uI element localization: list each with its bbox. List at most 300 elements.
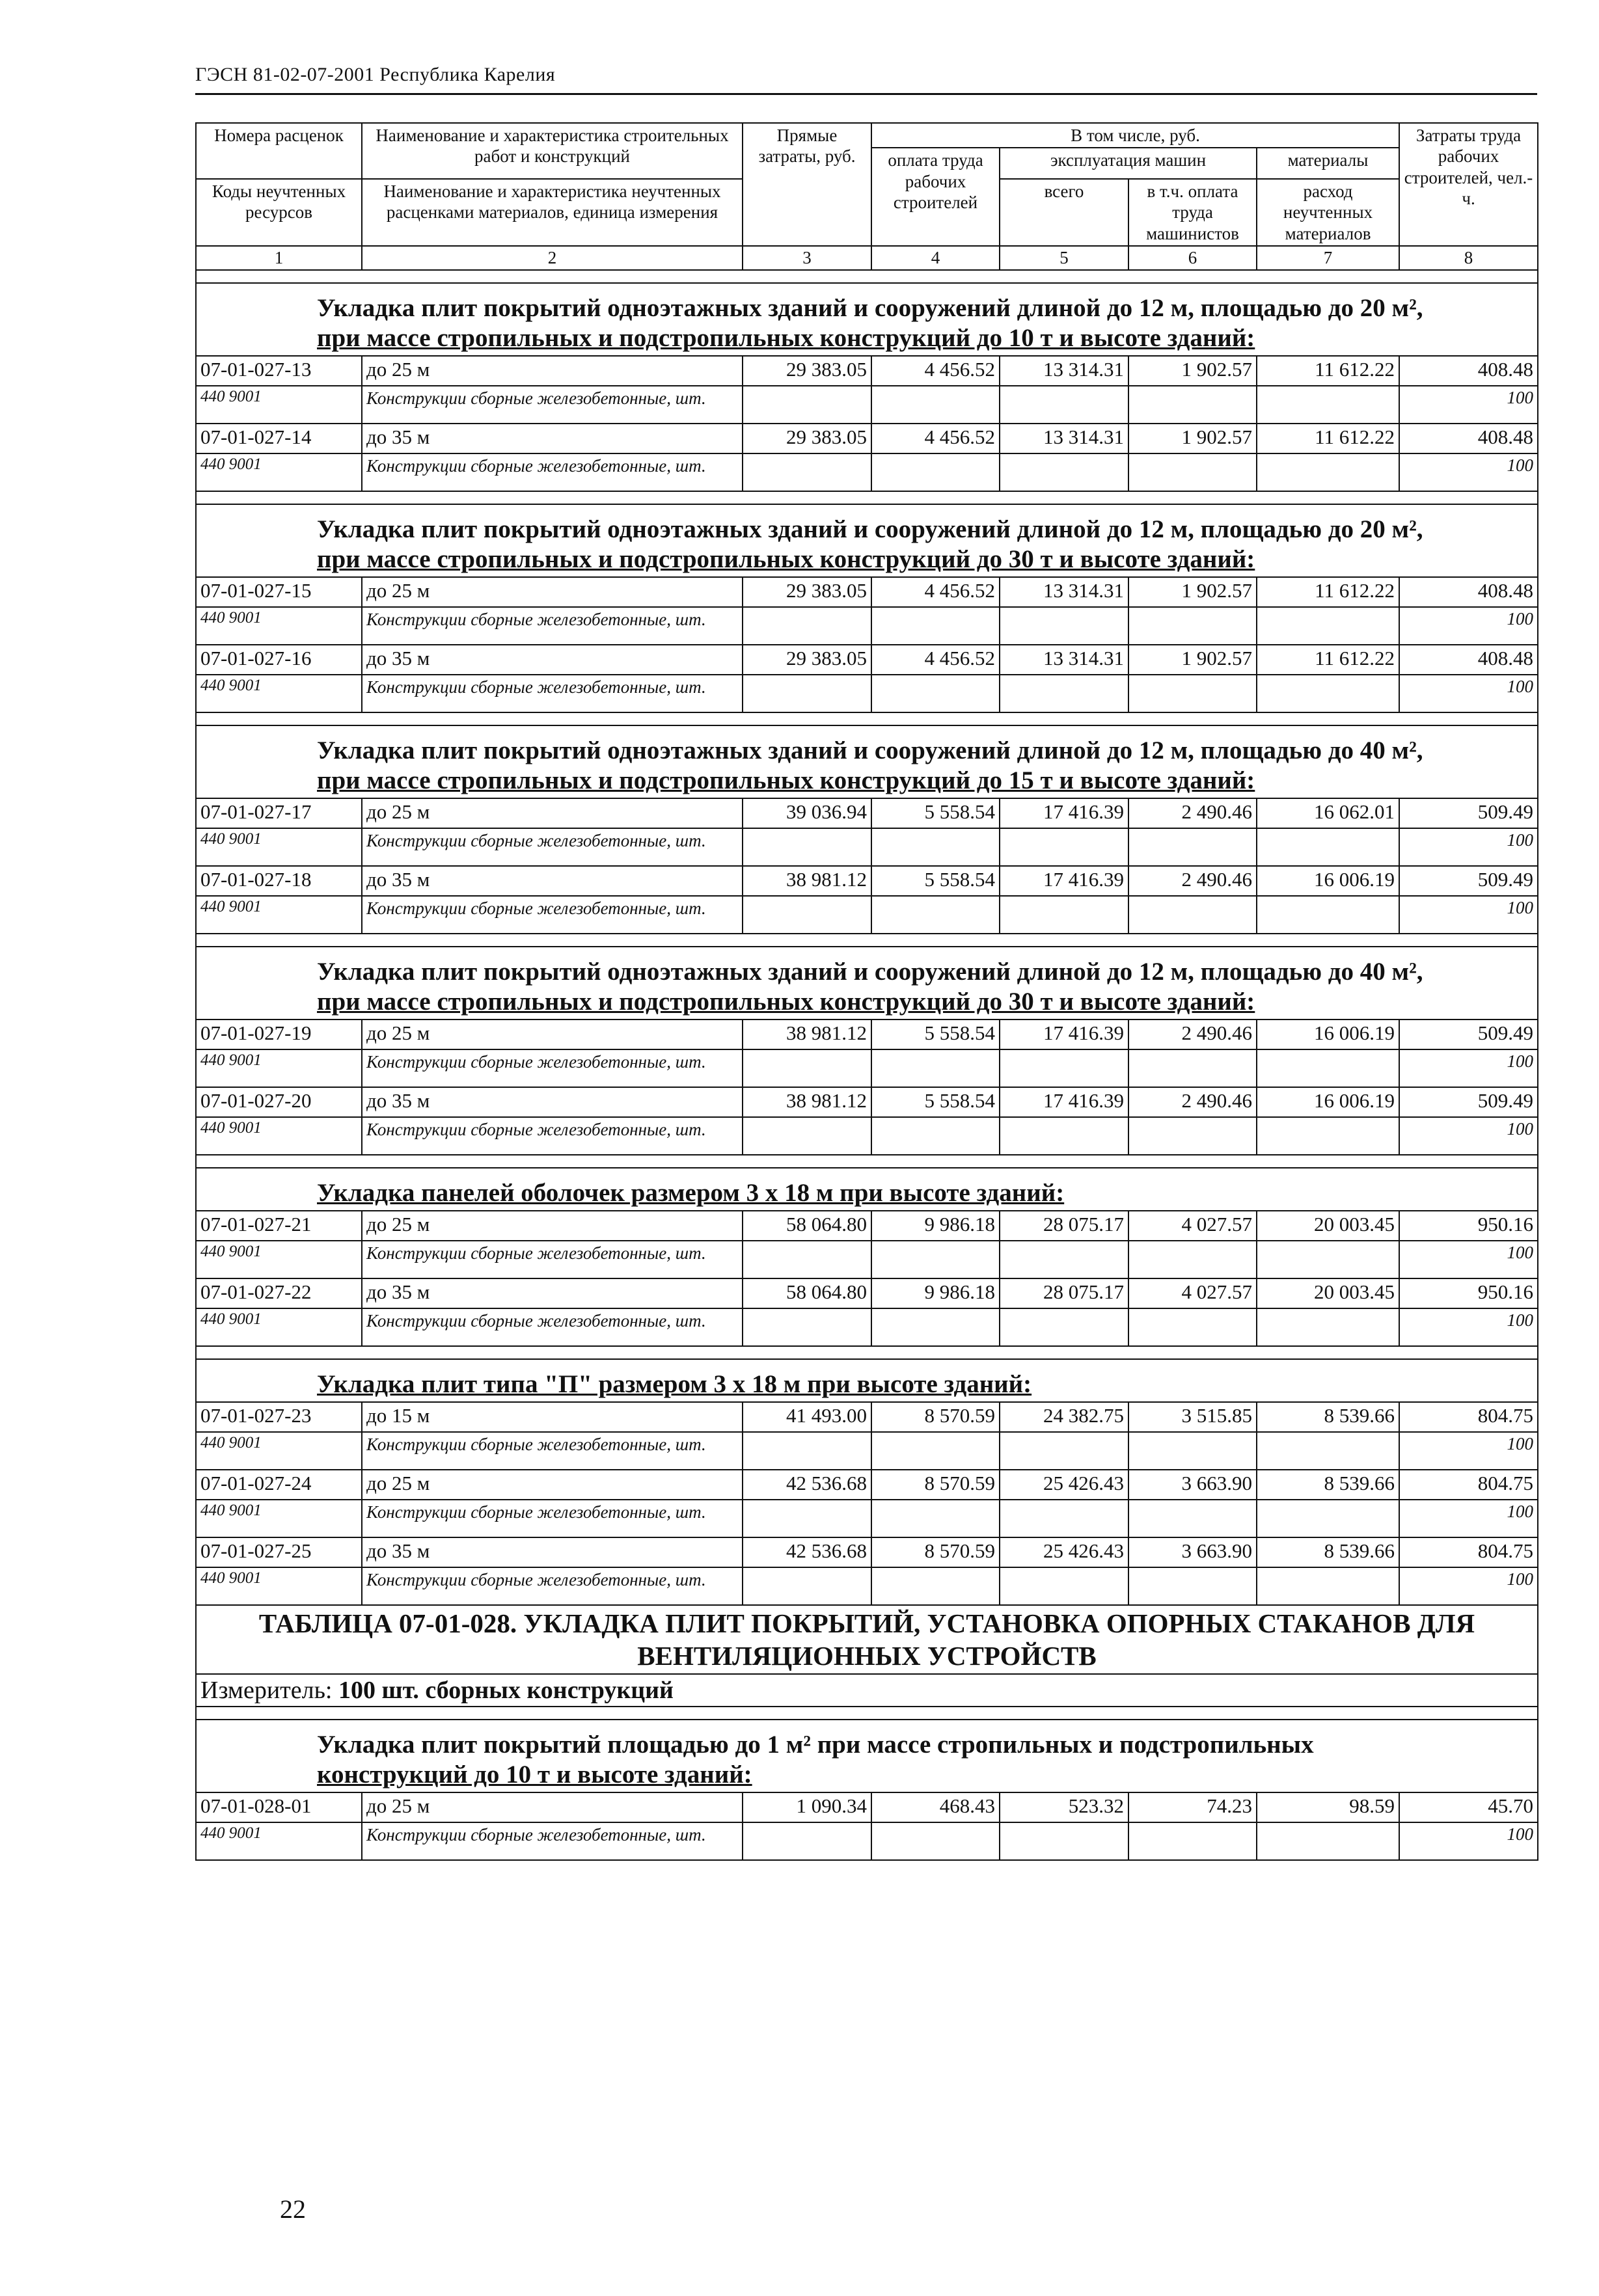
rate-code: 07-01-027-21: [196, 1211, 362, 1241]
machinist-labor-cost: 1 902.57: [1128, 577, 1257, 607]
section-title-line2: при массе стропильных и подстропильных конструкций до 10 т и высоте зданий:: [317, 324, 1255, 353]
resource-quantity: 100: [1399, 1432, 1538, 1470]
labor-cost: 8 570.59: [871, 1470, 1000, 1500]
empty-cell: [871, 1567, 1000, 1605]
meter-value: 100 шт. сборных конструкций: [338, 1677, 674, 1705]
resource-quantity: 100: [1399, 1567, 1538, 1605]
labor-hours: 509.49: [1399, 1020, 1538, 1049]
labor-cost: 9 986.18: [871, 1211, 1000, 1241]
machinist-labor-cost: 3 663.90: [1128, 1470, 1257, 1500]
empty-cell: [743, 1117, 871, 1155]
resource-row: [196, 1822, 1538, 1860]
spacer-cell: [196, 1346, 1538, 1359]
empty-cell: [1257, 896, 1399, 934]
resource-quantity: 100: [1399, 1822, 1538, 1860]
rate-code: 07-01-027-14: [196, 424, 362, 453]
rate-code: 07-01-027-16: [196, 645, 362, 675]
empty-cell: [871, 1308, 1000, 1346]
labor-hours: 950.16: [1399, 1211, 1538, 1241]
resource-name: Конструкции сборные железобетонные, шт.: [362, 1500, 743, 1537]
empty-cell: [1257, 1432, 1399, 1470]
resource-name: Конструкции сборные железобетонные, шт.: [362, 675, 743, 712]
empty-cell: [1000, 1432, 1128, 1470]
empty-cell: [1128, 607, 1257, 645]
materials-cost: 11 612.22: [1257, 356, 1399, 386]
resource-code: 440 9001: [196, 896, 362, 934]
spacer-cell: [196, 1155, 1538, 1168]
work-name: до 25 м: [362, 1020, 743, 1049]
machine-cost: 17 416.39: [1000, 798, 1128, 828]
section-title: [196, 1720, 1538, 1792]
work-name: до 25 м: [362, 577, 743, 607]
section-title-row: [196, 1359, 1538, 1402]
resource-name: Конструкции сборные железобетонные, шт.: [362, 386, 743, 424]
rates-table: [195, 122, 1538, 1861]
resource-row: [196, 1500, 1538, 1537]
section-title: [196, 1359, 1538, 1402]
direct-cost: 42 536.68: [743, 1470, 871, 1500]
empty-cell: [743, 1432, 871, 1470]
materials-cost: 16 006.19: [1257, 866, 1399, 896]
empty-cell: [1000, 1308, 1128, 1346]
resource-name: Конструкции сборные железобетонные, шт.: [362, 828, 743, 866]
labor-hours: 408.48: [1399, 645, 1538, 675]
resource-row: [196, 386, 1538, 424]
materials-cost: 16 006.19: [1257, 1020, 1399, 1049]
empty-cell: [871, 386, 1000, 424]
machine-cost: 28 075.17: [1000, 1278, 1128, 1308]
header-rule: [195, 93, 1537, 95]
work-name: до 25 м: [362, 1792, 743, 1822]
machinist-labor-cost: 3 663.90: [1128, 1537, 1257, 1567]
empty-cell: [1257, 675, 1399, 712]
col2-header-top: Наименование и характеристика строительных работ и конструкций: [362, 123, 743, 179]
direct-cost: 38 981.12: [743, 866, 871, 896]
machinist-labor-cost: 74.23: [1128, 1792, 1257, 1822]
materials-cost: 98.59: [1257, 1792, 1399, 1822]
empty-cell: [1128, 1049, 1257, 1087]
rate-row: [196, 645, 1538, 675]
labor-hours: 804.75: [1399, 1402, 1538, 1432]
section-title-line2: при массе стропильных и подстропильных конструкций до 15 т и высоте зданий:: [317, 766, 1255, 795]
spacer-row: [196, 934, 1538, 947]
empty-cell: [1000, 896, 1128, 934]
empty-cell: [1128, 1432, 1257, 1470]
section-title: [196, 1168, 1538, 1211]
empty-cell: [871, 828, 1000, 866]
resource-code: 440 9001: [196, 1432, 362, 1470]
col1-header-bottom: Коды неучтенных ресурсов: [196, 179, 362, 246]
col8-header: Затраты труда рабочих строителей, чел.-ч.: [1399, 123, 1538, 246]
rate-code: 07-01-028-01: [196, 1792, 362, 1822]
resource-name: Конструкции сборные железобетонные, шт.: [362, 1308, 743, 1346]
empty-cell: [1000, 1049, 1128, 1087]
resource-name: Конструкции сборные железобетонные, шт.: [362, 1241, 743, 1278]
empty-cell: [871, 1822, 1000, 1860]
labor-cost: 8 570.59: [871, 1402, 1000, 1432]
empty-cell: [1128, 1117, 1257, 1155]
empty-cell: [1000, 675, 1128, 712]
materials-cost: 8 539.66: [1257, 1537, 1399, 1567]
empty-cell: [1257, 453, 1399, 491]
empty-cell: [871, 607, 1000, 645]
rate-code: 07-01-027-20: [196, 1087, 362, 1117]
empty-cell: [1000, 453, 1128, 491]
column-number: 5: [1000, 246, 1128, 270]
rate-code: 07-01-027-15: [196, 577, 362, 607]
rate-code: 07-01-027-23: [196, 1402, 362, 1432]
machine-cost: 25 426.43: [1000, 1537, 1128, 1567]
spacer-row: [196, 1346, 1538, 1359]
machinist-labor-cost: 2 490.46: [1128, 1087, 1257, 1117]
labor-hours: 408.48: [1399, 424, 1538, 453]
empty-cell: [743, 828, 871, 866]
empty-cell: [1257, 828, 1399, 866]
empty-cell: [871, 453, 1000, 491]
resource-row: [196, 896, 1538, 934]
rate-code: 07-01-027-13: [196, 356, 362, 386]
resource-row: [196, 453, 1538, 491]
rate-row: [196, 1211, 1538, 1241]
including-header: В том числе, руб.: [871, 123, 1399, 148]
empty-cell: [743, 453, 871, 491]
labor-cost: 4 456.52: [871, 424, 1000, 453]
empty-cell: [743, 1241, 871, 1278]
machinist-labor-cost: 2 490.46: [1128, 1020, 1257, 1049]
work-name: до 35 м: [362, 1537, 743, 1567]
materials-cost: 11 612.22: [1257, 424, 1399, 453]
resource-quantity: 100: [1399, 1308, 1538, 1346]
empty-cell: [871, 896, 1000, 934]
meter-label: Измеритель:: [200, 1677, 338, 1705]
direct-cost: 42 536.68: [743, 1537, 871, 1567]
labor-hours: 45.70: [1399, 1792, 1538, 1822]
empty-cell: [871, 1500, 1000, 1537]
direct-cost: 29 383.05: [743, 356, 871, 386]
work-name: до 25 м: [362, 1211, 743, 1241]
resource-row: [196, 1049, 1538, 1087]
section-title-line1: Укладка плит типа "П" размером 3 х 18 м при высоте зданий:: [317, 1370, 1032, 1399]
spacer-cell: [196, 491, 1538, 504]
empty-cell: [1257, 1117, 1399, 1155]
work-name: до 25 м: [362, 356, 743, 386]
direct-cost: 41 493.00: [743, 1402, 871, 1432]
empty-cell: [1128, 453, 1257, 491]
section-title-line1: Укладка плит покрытий одноэтажных зданий и сооружений длиной до 12 м, площадью до 40 м²,: [317, 736, 1423, 764]
resource-name: Конструкции сборные железобетонные, шт.: [362, 453, 743, 491]
work-name: до 35 м: [362, 866, 743, 896]
rate-row: [196, 866, 1538, 896]
resource-code: 440 9001: [196, 1049, 362, 1087]
work-name: до 25 м: [362, 1470, 743, 1500]
section-title-line1: Укладка панелей оболочек размером 3 х 18 м при высоте зданий:: [317, 1179, 1065, 1208]
column-number: 1: [196, 246, 362, 270]
labor-hours: 408.48: [1399, 356, 1538, 386]
work-name: до 25 м: [362, 798, 743, 828]
table-028-title-line1: ТАБЛИЦА 07-01-028. УКЛАДКА ПЛИТ ПОКРЫТИЙ, УСТАНОВКА ОПОРНЫХ СТАКАНОВ ДЛЯ: [258, 1608, 1475, 1639]
resource-code: 440 9001: [196, 386, 362, 424]
resource-row: [196, 675, 1538, 712]
materials-cost: 8 539.66: [1257, 1470, 1399, 1500]
resource-code: 440 9001: [196, 1567, 362, 1605]
direct-cost: 39 036.94: [743, 798, 871, 828]
section-title-row: [196, 1168, 1538, 1211]
materials-header: материалы: [1257, 148, 1399, 179]
machine-cost: 13 314.31: [1000, 645, 1128, 675]
section-title-row: [196, 947, 1538, 1020]
rate-row: [196, 798, 1538, 828]
column-number: 7: [1257, 246, 1399, 270]
empty-cell: [1257, 1500, 1399, 1537]
empty-cell: [871, 1117, 1000, 1155]
rate-code: 07-01-027-25: [196, 1537, 362, 1567]
empty-cell: [743, 1567, 871, 1605]
work-name: до 15 м: [362, 1402, 743, 1432]
machine-cost: 17 416.39: [1000, 1020, 1128, 1049]
resource-row: [196, 1117, 1538, 1155]
empty-cell: [1257, 607, 1399, 645]
spacer-row: [196, 491, 1538, 504]
labor-cost: 9 986.18: [871, 1278, 1000, 1308]
resource-row: [196, 607, 1538, 645]
rate-code: 07-01-027-17: [196, 798, 362, 828]
work-name: до 35 м: [362, 424, 743, 453]
column-number: 6: [1128, 246, 1257, 270]
resource-name: Конструкции сборные железобетонные, шт.: [362, 1567, 743, 1605]
empty-cell: [743, 607, 871, 645]
resource-name: Конструкции сборные железобетонные, шт.: [362, 607, 743, 645]
section-title: [196, 725, 1538, 798]
machinist-labor-cost: 3 515.85: [1128, 1402, 1257, 1432]
labor-hours: 804.75: [1399, 1470, 1538, 1500]
labor-hours: 950.16: [1399, 1278, 1538, 1308]
empty-cell: [1257, 386, 1399, 424]
spacer-cell: [196, 1707, 1538, 1720]
empty-cell: [1000, 386, 1128, 424]
column-number: 2: [362, 246, 743, 270]
rate-row: [196, 577, 1538, 607]
empty-cell: [743, 386, 871, 424]
rate-row: [196, 1278, 1538, 1308]
empty-cell: [1257, 1241, 1399, 1278]
labor-cost: 5 558.54: [871, 1087, 1000, 1117]
labor-hours: 408.48: [1399, 577, 1538, 607]
section-title: [196, 504, 1538, 577]
resource-code: 440 9001: [196, 1241, 362, 1278]
spacer-row: [196, 712, 1538, 725]
col1-header-top: Номера расценок: [196, 123, 362, 179]
machinist-labor-cost: 1 902.57: [1128, 424, 1257, 453]
running-header: ГЭСН 81-02-07-2001 Республика Карелия: [195, 64, 556, 85]
machinist-labor-cost: 1 902.57: [1128, 356, 1257, 386]
labor-hours: 509.49: [1399, 1087, 1538, 1117]
materials-cost: 16 006.19: [1257, 1087, 1399, 1117]
col2-header-bottom: Наименование и характеристика неучтенных расценками материалов, единица измерения: [362, 179, 743, 246]
resource-code: 440 9001: [196, 675, 362, 712]
work-name: до 35 м: [362, 1278, 743, 1308]
resource-name: Конструкции сборные железобетонные, шт.: [362, 1822, 743, 1860]
empty-cell: [1128, 896, 1257, 934]
table-028-title: [196, 1605, 1538, 1674]
section-title-row: [196, 1720, 1538, 1792]
empty-cell: [871, 1432, 1000, 1470]
labor-cost: 4 456.52: [871, 356, 1000, 386]
empty-cell: [1128, 386, 1257, 424]
resource-row: [196, 1241, 1538, 1278]
col6-header: в т.ч. оплата труда машинистов: [1128, 179, 1257, 246]
spacer-row: [196, 1155, 1538, 1168]
machinist-labor-cost: 1 902.57: [1128, 645, 1257, 675]
empty-cell: [871, 1241, 1000, 1278]
empty-cell: [1000, 1567, 1128, 1605]
rate-code: 07-01-027-18: [196, 866, 362, 896]
direct-cost: 58 064.80: [743, 1278, 871, 1308]
labor-cost: 8 570.59: [871, 1537, 1000, 1567]
resource-code: 440 9001: [196, 1500, 362, 1537]
resource-quantity: 100: [1399, 1049, 1538, 1087]
work-name: до 35 м: [362, 645, 743, 675]
empty-cell: [1128, 828, 1257, 866]
empty-cell: [1000, 1500, 1128, 1537]
rate-row: [196, 1537, 1538, 1567]
resource-quantity: 100: [1399, 1500, 1538, 1537]
resource-code: 440 9001: [196, 1117, 362, 1155]
direct-cost: 38 981.12: [743, 1087, 871, 1117]
resource-row: [196, 1432, 1538, 1470]
section-title-line1: Укладка плит покрытий площадью до 1 м² при массе стропильных и подстропильных: [317, 1730, 1314, 1759]
machine-cost: 24 382.75: [1000, 1402, 1128, 1432]
section-title-row: [196, 504, 1538, 577]
empty-cell: [1128, 1500, 1257, 1537]
empty-cell: [1257, 1308, 1399, 1346]
col4-header: оплата труда рабочих строителей: [871, 148, 1000, 246]
direct-cost: 38 981.12: [743, 1020, 871, 1049]
resource-quantity: 100: [1399, 675, 1538, 712]
empty-cell: [1128, 1822, 1257, 1860]
materials-cost: 11 612.22: [1257, 577, 1399, 607]
rate-row: [196, 1020, 1538, 1049]
resource-quantity: 100: [1399, 453, 1538, 491]
table-028-title-line2: ВЕНТИЛЯЦИОННЫХ УСТРОЙСТВ: [637, 1641, 1097, 1671]
section-title-line2: конструкций до 10 т и высоте зданий:: [317, 1761, 752, 1789]
section-title-line2: при массе стропильных и подстропильных конструкций до 30 т и высоте зданий:: [317, 988, 1255, 1016]
spacer-row: [196, 1707, 1538, 1720]
machine-cost: 17 416.39: [1000, 866, 1128, 896]
empty-cell: [1000, 1241, 1128, 1278]
section-title-line1: Укладка плит покрытий одноэтажных зданий и сооружений длиной до 12 м, площадью до 40 м²,: [317, 957, 1423, 986]
materials-cost: 8 539.66: [1257, 1402, 1399, 1432]
direct-cost: 29 383.05: [743, 645, 871, 675]
empty-cell: [743, 675, 871, 712]
column-number: 8: [1399, 246, 1538, 270]
section-title-line2: при массе стропильных и подстропильных конструкций до 30 т и высоте зданий:: [317, 545, 1255, 574]
direct-cost: 29 383.05: [743, 424, 871, 453]
resource-code: 440 9001: [196, 453, 362, 491]
resource-row: [196, 1567, 1538, 1605]
meter: [196, 1674, 1538, 1707]
spacer-row: [196, 270, 1538, 283]
materials-cost: 16 062.01: [1257, 798, 1399, 828]
empty-cell: [1257, 1822, 1399, 1860]
labor-hours: 509.49: [1399, 866, 1538, 896]
labor-hours: 804.75: [1399, 1537, 1538, 1567]
resource-row: [196, 828, 1538, 866]
empty-cell: [743, 1049, 871, 1087]
empty-cell: [743, 1308, 871, 1346]
machine-cost: 28 075.17: [1000, 1211, 1128, 1241]
empty-cell: [1128, 1241, 1257, 1278]
empty-cell: [871, 1049, 1000, 1087]
rate-row: [196, 356, 1538, 386]
resource-name: Конструкции сборные железобетонные, шт.: [362, 896, 743, 934]
labor-cost: 5 558.54: [871, 798, 1000, 828]
machinist-labor-cost: 2 490.46: [1128, 866, 1257, 896]
machinist-labor-cost: 4 027.57: [1128, 1211, 1257, 1241]
rate-code: 07-01-027-22: [196, 1278, 362, 1308]
rate-code: 07-01-027-19: [196, 1020, 362, 1049]
work-name: до 35 м: [362, 1087, 743, 1117]
resource-name: Конструкции сборные железобетонные, шт.: [362, 1049, 743, 1087]
empty-cell: [1257, 1049, 1399, 1087]
resource-code: 440 9001: [196, 828, 362, 866]
rate-row: [196, 424, 1538, 453]
empty-cell: [871, 675, 1000, 712]
materials-cost: 20 003.45: [1257, 1211, 1399, 1241]
resource-code: 440 9001: [196, 607, 362, 645]
empty-cell: [1257, 1567, 1399, 1605]
empty-cell: [1000, 1822, 1128, 1860]
rate-row: [196, 1792, 1538, 1822]
empty-cell: [1128, 675, 1257, 712]
rate-code: 07-01-027-24: [196, 1470, 362, 1500]
resource-row: [196, 1308, 1538, 1346]
machine-cost: 17 416.39: [1000, 1087, 1128, 1117]
empty-cell: [743, 896, 871, 934]
machine-cost: 13 314.31: [1000, 577, 1128, 607]
materials-cost: 11 612.22: [1257, 645, 1399, 675]
labor-hours: 509.49: [1399, 798, 1538, 828]
labor-cost: 5 558.54: [871, 866, 1000, 896]
empty-cell: [1128, 1567, 1257, 1605]
column-number: 3: [743, 246, 871, 270]
labor-cost: 4 456.52: [871, 645, 1000, 675]
resource-quantity: 100: [1399, 386, 1538, 424]
column-number: 4: [871, 246, 1000, 270]
page-number: 22: [280, 2195, 306, 2224]
empty-cell: [1000, 828, 1128, 866]
section-title-row: [196, 725, 1538, 798]
resource-quantity: 100: [1399, 1117, 1538, 1155]
empty-cell: [743, 1822, 871, 1860]
empty-cell: [1128, 1308, 1257, 1346]
machine-cost: 13 314.31: [1000, 424, 1128, 453]
resource-quantity: 100: [1399, 828, 1538, 866]
section-title: [196, 283, 1538, 356]
resource-name: Конструкции сборные железобетонные, шт.: [362, 1117, 743, 1155]
materials-cost: 20 003.45: [1257, 1278, 1399, 1308]
spacer-cell: [196, 270, 1538, 283]
empty-cell: [1000, 607, 1128, 645]
labor-cost: 5 558.54: [871, 1020, 1000, 1049]
empty-cell: [743, 1500, 871, 1537]
rate-row: [196, 1470, 1538, 1500]
empty-cell: [1000, 1117, 1128, 1155]
section-title-row: [196, 283, 1538, 356]
machines-header: эксплуатация машин: [1000, 148, 1257, 179]
spacer-cell: [196, 712, 1538, 725]
col5-header: всего: [1000, 179, 1128, 246]
resource-quantity: 100: [1399, 896, 1538, 934]
